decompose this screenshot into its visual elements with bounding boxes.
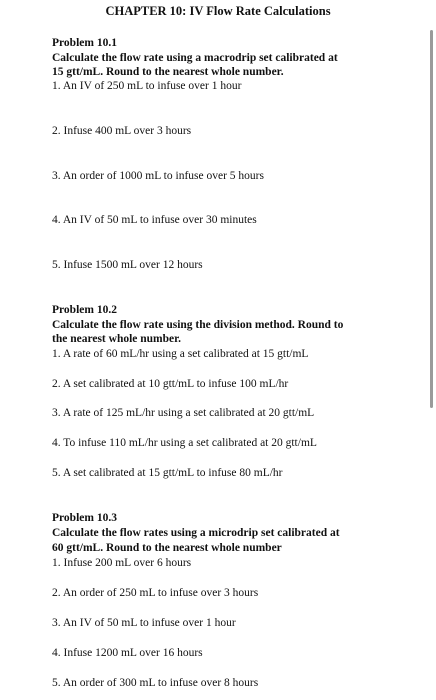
problem-item: 5. A set calibrated at 15 gtt/mL to infuse 80 mL/hr: [52, 467, 283, 479]
problem-item: 3. An order of 1000 mL to infuse over 5 hours: [52, 170, 264, 182]
problem-item: 2. Infuse 400 mL over 3 hours: [52, 125, 192, 137]
problem-instruction: Calculate the flow rate using a macrodrip set calibrated at: [52, 52, 338, 64]
problem-item: 5. Infuse 1500 mL over 12 hours: [52, 259, 203, 271]
problem-item: 4. To infuse 110 mL/hr using a set calibrated at 20 gtt/mL: [52, 437, 317, 449]
problem-instruction: Calculate the flow rates using a microdrip set calibrated at: [52, 527, 340, 539]
problem-item: 1. A rate of 60 mL/hr using a set calibrated at 15 gtt/mL: [52, 348, 309, 360]
problem-item: 1. An IV of 250 mL to infuse over 1 hour: [52, 80, 242, 92]
problem-instruction: Calculate the flow rate using the division method. Round to: [52, 319, 344, 331]
problem-item: 1. Infuse 200 mL over 6 hours: [52, 557, 192, 569]
problem-item: 3. An IV of 50 mL to infuse over 1 hour: [52, 617, 236, 629]
problem-heading: Problem 10.3: [52, 512, 117, 524]
chapter-title: CHAPTER 10: IV Flow Rate Calculations: [105, 4, 331, 18]
problem-item: 2. An order of 250 mL to infuse over 3 hours: [52, 587, 259, 599]
problem-item: 4. An IV of 50 mL to infuse over 30 minutes: [52, 214, 257, 226]
problem-item: 5. An order of 300 mL to infuse over 8 hours: [52, 677, 259, 689]
problem-heading: Problem 10.1: [52, 37, 117, 49]
problem-instruction: 15 gtt/mL. Round to the nearest whole number.: [52, 66, 284, 78]
problem-instruction: the nearest whole number.: [52, 333, 182, 345]
problem-item: 2. A set calibrated at 10 gtt/mL to infuse 100 mL/hr: [52, 378, 289, 390]
problem-instruction: 60 gtt/mL. Round to the nearest whole number: [52, 542, 282, 554]
problem-heading: Problem 10.2: [52, 304, 117, 316]
vertical-scrollbar[interactable]: [430, 30, 433, 408]
problem-item: 4. Infuse 1200 mL over 16 hours: [52, 647, 203, 659]
problem-item: 3. A rate of 125 mL/hr using a set calibrated at 20 gtt/mL: [52, 407, 315, 419]
